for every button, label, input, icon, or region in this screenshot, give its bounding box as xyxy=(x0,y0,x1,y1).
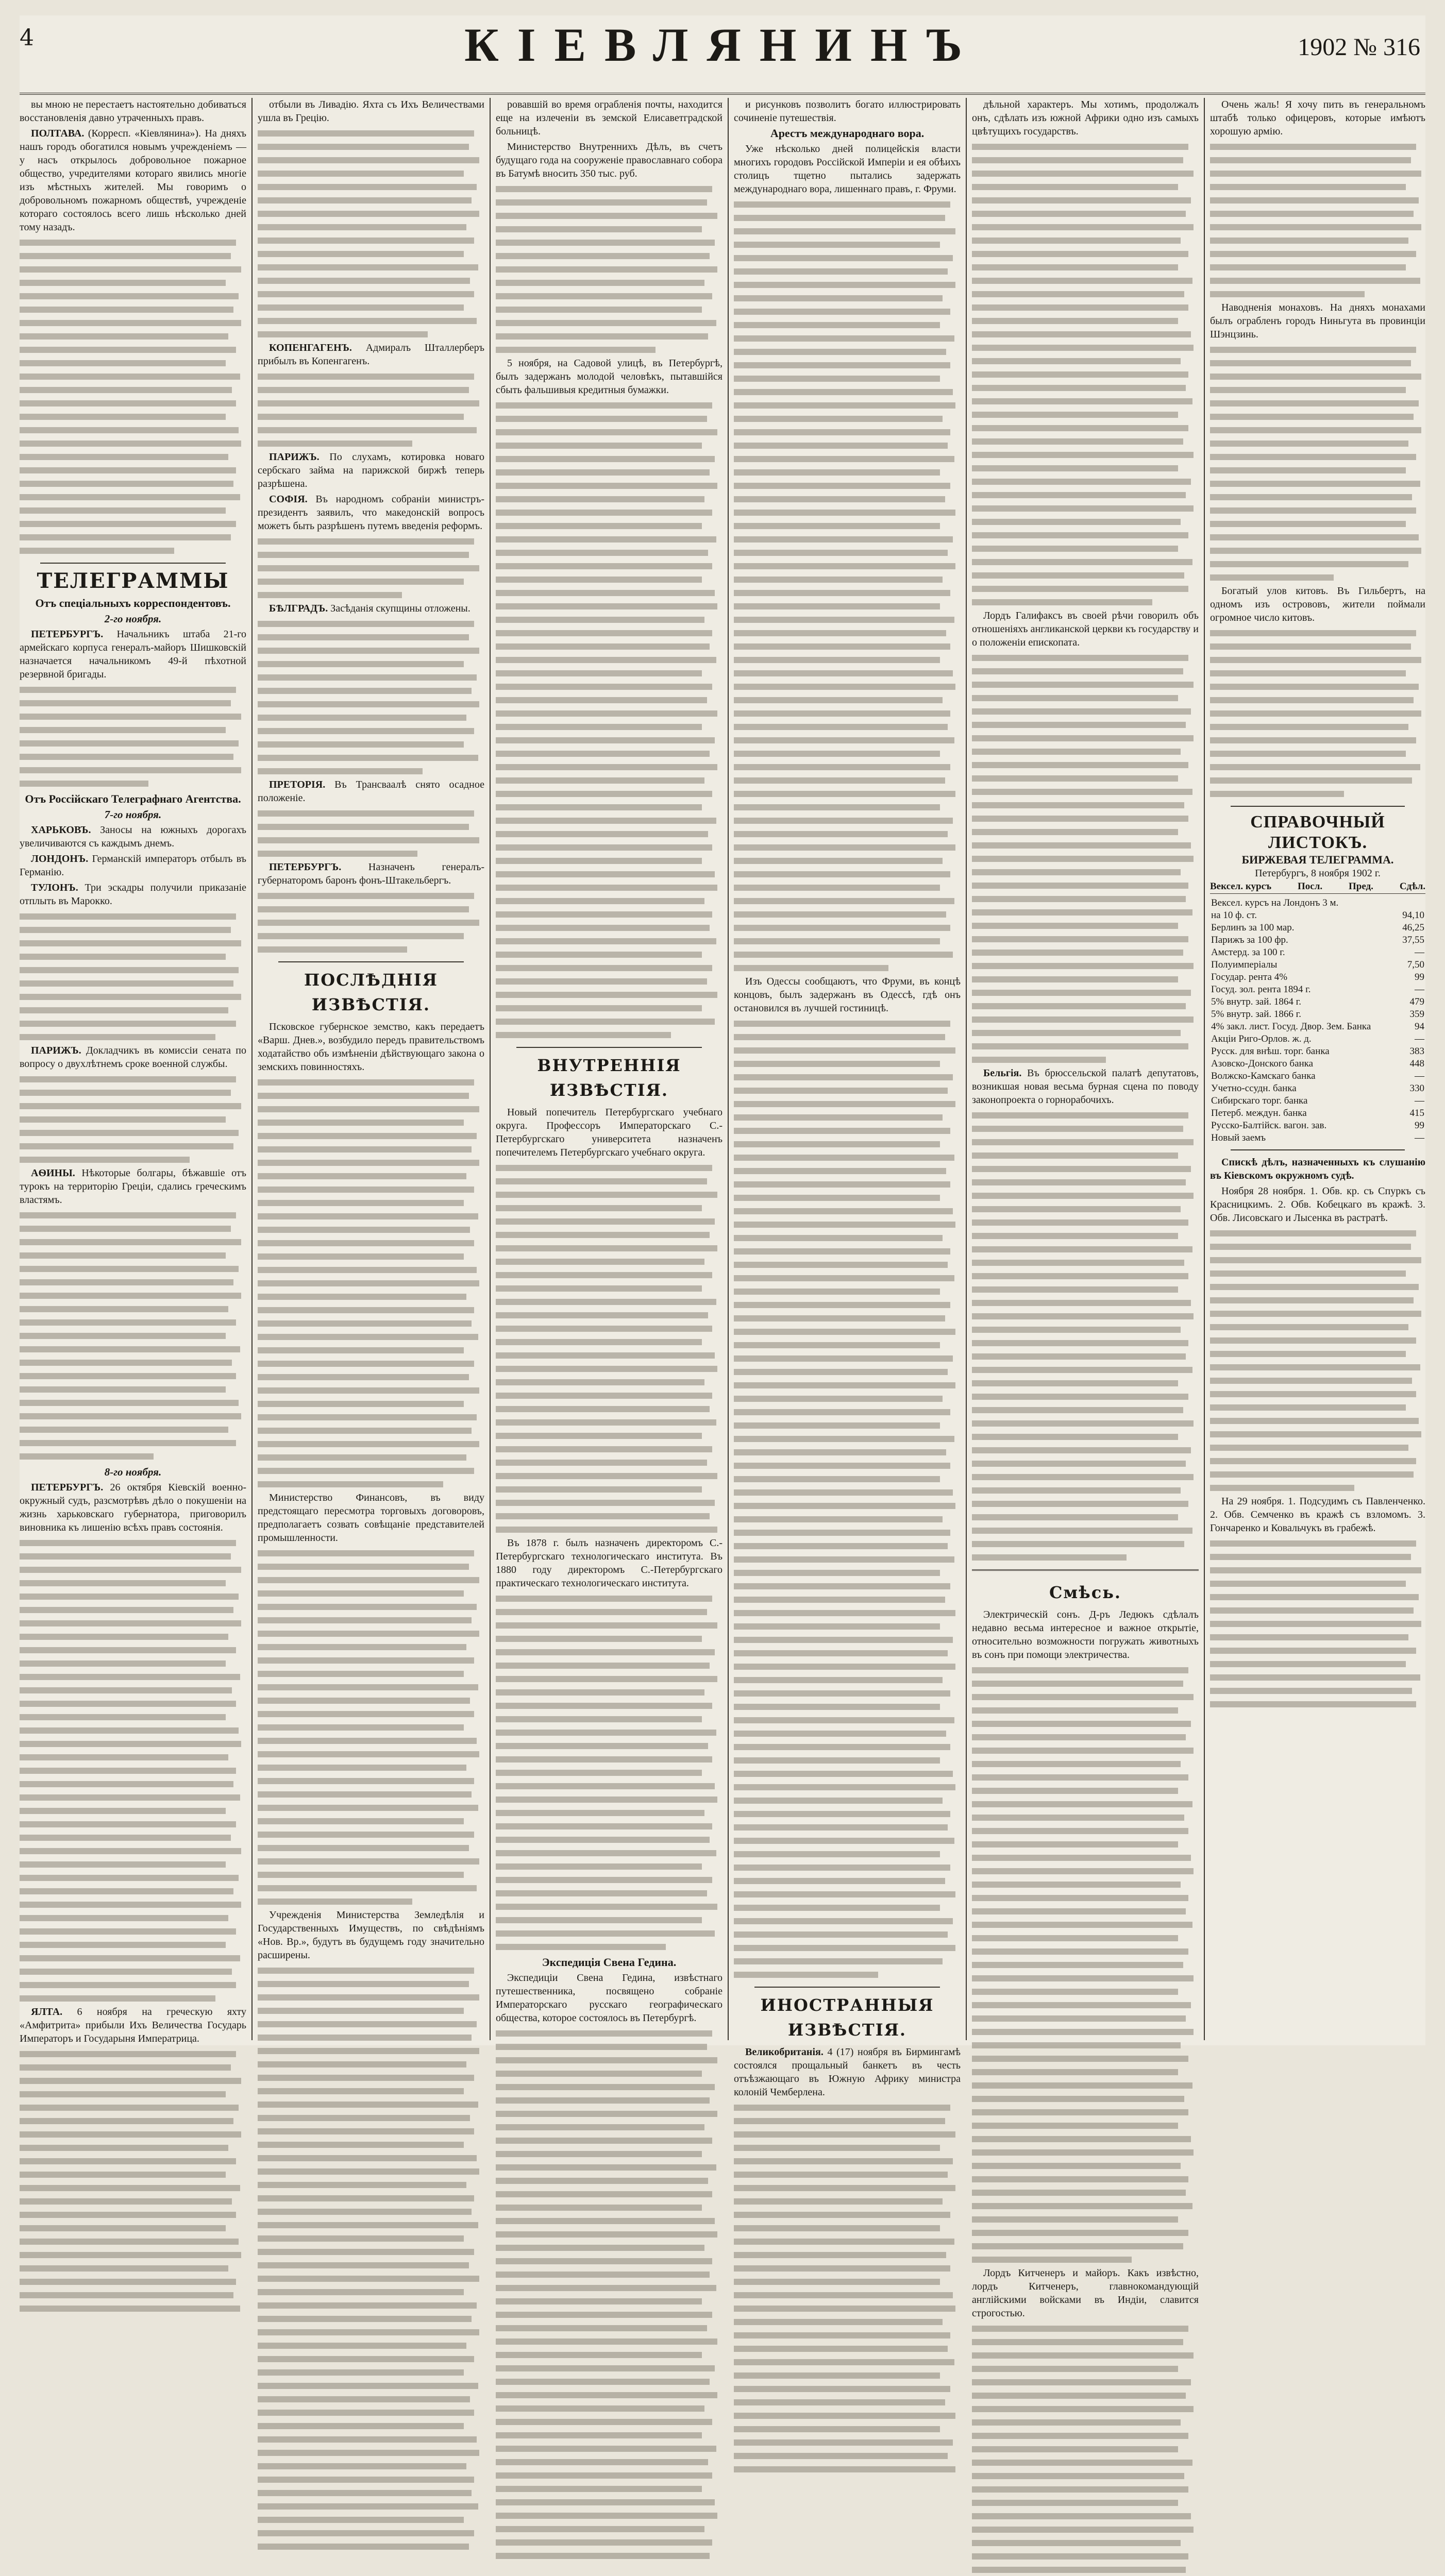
telegram-text: Нѣкоторые болгары, бѣжавшіе отъ турокъ на территорію Греціи, сдались греческимъ властямъ. xyxy=(20,1167,246,1206)
arrest-heading: Арестъ международнаго вора. xyxy=(770,127,925,140)
news-item: Лордъ Галифаксъ въ своей рѣчи говорилъ объ отношеніяхъ англиканской церкви къ государству и о положеніи епископата. xyxy=(972,610,1199,648)
telegram-place: БѢЛГРАДЪ. xyxy=(269,603,328,614)
rates-table-header xyxy=(1210,880,1425,894)
column-6 xyxy=(1210,98,1425,2040)
rate-name: 5% внутр. зай. 1866 г. xyxy=(1211,1009,1302,1020)
telegram-text: Засѣданія скупщины отложены. xyxy=(330,603,471,614)
section-divider xyxy=(1231,806,1405,807)
column-4 xyxy=(734,98,961,2098)
rate-value: 383 xyxy=(1409,1046,1424,1057)
text-block xyxy=(20,683,246,790)
text-block xyxy=(20,1536,246,2005)
continued-text: ровавшій во время ограбленія почты, находится еще на излеченіи въ земской Елисаветградской больницѣ. xyxy=(496,99,722,137)
column-1 xyxy=(20,98,247,2044)
text-block xyxy=(258,127,484,341)
text-block xyxy=(20,236,246,557)
rate-value: 415 xyxy=(1409,1108,1424,1118)
text-block xyxy=(20,910,246,1044)
text-block xyxy=(496,182,722,357)
text-block xyxy=(496,2027,722,2563)
text-block xyxy=(972,1664,1199,2266)
telegram-text: Заносы на южныхъ дорогахъ увеличиваются съ каждымъ днемъ. xyxy=(20,824,247,849)
column-5 xyxy=(972,98,1199,2319)
text-block xyxy=(734,1017,961,1981)
rate-row xyxy=(1210,1033,1425,1045)
dateline: 8-го ноября. xyxy=(104,1466,162,1478)
text-block xyxy=(972,651,1199,1066)
rate-row xyxy=(1210,922,1425,934)
text-block xyxy=(972,1109,1199,1564)
rate-name: 4% закл. лист. Госуд. Двор. Зем. Банка xyxy=(1211,1021,1371,1032)
rate-name: Учетно-ссудн. банка xyxy=(1211,1083,1297,1094)
rate-value xyxy=(1392,897,1425,909)
rate-name: на 10 ф. ст. xyxy=(1211,910,1257,921)
news-item: Министерство Внутреннихъ Дѣлъ, въ счетъ будущаго года на сооруженіе православнаго собора въ Батумѣ вносить 350 тыс. руб. xyxy=(496,141,722,179)
rate-name: Русско-Балтійск. вагон. зав. xyxy=(1211,1120,1327,1131)
rate-value: 448 xyxy=(1409,1058,1424,1069)
rate-value: 330 xyxy=(1409,1083,1424,1094)
news-item: Уже нѣсколько дней полицейскія власти многихъ городовъ Россійской Имперіи и ея обѣихъ столицъ тщетно пытались задержать международнаго вора, лишеннаго правъ, г. Фруми. xyxy=(734,143,961,195)
text-block xyxy=(496,1161,722,1536)
news-item: Изъ Одессы сообщаютъ, что Фруми, въ концѣ концовъ, былъ задержанъ въ Одессѣ, гдѣ онъ остановился въ лучшей гостиницѣ. xyxy=(734,976,961,1014)
rate-row xyxy=(1210,1107,1425,1120)
telegram-place: ЛОНДОНЪ. xyxy=(31,853,89,865)
rate-row xyxy=(1210,996,1425,1008)
text-block xyxy=(734,2101,961,2476)
text-block xyxy=(496,399,722,1042)
text-block xyxy=(258,1547,484,1908)
continued-text: Очень жаль! Я хочу пить въ генеральномъ штабѣ только офицеровъ, которые имѣютъ хорошую армію. xyxy=(1210,99,1425,137)
section-divider xyxy=(1231,1149,1405,1150)
rate-name: Парижъ за 100 фр. xyxy=(1211,935,1288,945)
mix-section xyxy=(972,1569,1199,2576)
rta-heading: Отъ Россійскаго Телеграфнаго Агентства. xyxy=(25,792,241,805)
telegram-place: ПРЕТОРІЯ. xyxy=(269,779,326,790)
column-header: Посл. xyxy=(1298,881,1323,892)
rate-name: Волжско-Камскаго банка xyxy=(1211,1071,1316,1081)
exchange-date: Петербургъ, 8 ноября 1902 г. xyxy=(1255,868,1381,879)
telegram-place: ПАРИЖЪ. xyxy=(269,451,320,463)
rate-row xyxy=(1210,1070,1425,1082)
text-block xyxy=(258,1964,484,2553)
news-item: Экспедиціи Свена Гедина, извѣстнаго путешественника, посвящено собраніе Императорскаго русскаго географическаго общества, которое состоялось въ Петербургѣ. xyxy=(496,1972,722,2024)
column-header: Вексел. курсъ xyxy=(1210,881,1272,892)
news-item: 5 ноября, на Садовой улицѣ, въ Петербургѣ, былъ задержанъ молодой человѣкъ, пытавшійся сбыть фальшивыя кредитныя бумажки. xyxy=(496,358,722,396)
telegram-place: ПЕТЕРБУРГЪ. xyxy=(31,629,104,640)
column-3 xyxy=(496,98,722,2040)
telegram-place: ХАРЬКОВЪ. xyxy=(31,824,91,836)
column-header: Сдѣл. xyxy=(1399,881,1425,892)
rate-name: 5% внутр. зай. 1864 г. xyxy=(1211,996,1302,1007)
news-item xyxy=(972,1066,1199,1107)
telegram-place: ПАРИЖЪ. xyxy=(31,1045,81,1056)
news-item: Богатый улов китовъ. Въ Гильбертъ, на одномъ изъ острововъ, жители поймали огромное число китовъ. xyxy=(1210,585,1425,623)
rate-name: Полуимперіалы xyxy=(1211,959,1278,970)
section-divider xyxy=(278,961,464,962)
rate-name: Новый заемъ xyxy=(1211,1132,1266,1143)
continued-text: дѣльной характеръ. Мы хотимъ, продолжалъ онъ, сдѣлать изъ южной Африки одно изъ самыхъ цвѣтущихъ государствъ. xyxy=(972,99,1199,137)
telegram-text: 6 ноября на греческую яхту «Амфитрита» прибыли Ихъ Величества Государь Императоръ и Государыня Императрица. xyxy=(20,2006,247,2044)
rate-name: Русск. для внѣш. торг. банка xyxy=(1211,1046,1330,1057)
rate-value: — xyxy=(1415,1033,1424,1044)
telegram-text: Три эскадры получили приказаніе отплыть въ Марокко. xyxy=(20,882,247,907)
section-divider xyxy=(40,563,226,564)
rate-value: — xyxy=(1415,1132,1424,1143)
continued-text: отбыли въ Ливадію. Яхта съ Ихъ Величествами ушла въ Грецію. xyxy=(258,99,484,124)
court-list-text: На 29 ноября. 1. Подсудимъ съ Павленченко. 2. Обв. Семченко въ кражѣ съ взломомъ. 3. Гончаренко и Ковальчукъ въ грабежѣ. xyxy=(1210,1496,1425,1534)
rate-value: 94,10 xyxy=(1402,910,1424,921)
text-block xyxy=(258,535,484,602)
text-block xyxy=(1210,1227,1425,1495)
dateline: 7-го ноября. xyxy=(104,808,162,821)
continued-text: и рисунковъ позволитъ богато иллюстрировать сочиненіе путешествія. xyxy=(734,99,961,124)
rate-row xyxy=(1210,984,1425,996)
news-item xyxy=(734,2045,961,2099)
telegram-text: Германскій императоръ отбылъ въ Германію. xyxy=(20,853,246,878)
text-block xyxy=(1210,140,1425,301)
telegram-text: Начальникъ штаба 21-го армейскаго корпуса генералъ-майоръ Шишковскій назначается начальникомъ 49-й пѣхотной резервной бригады. xyxy=(20,629,246,680)
telegram-item xyxy=(20,2005,246,2045)
news-item: Электрическій сонъ. Д-ръ Ледюкъ сдѣлалъ недавно весьма интересное и важное открытіе, относительно возможности погружать животныхъ въ сонъ при помощи электричества. xyxy=(972,1609,1199,1660)
column-rule xyxy=(728,98,729,2040)
rate-row xyxy=(1210,1120,1425,1132)
telegram-text: Въ Трансваалѣ снято осадное положеніе. xyxy=(258,779,484,804)
telegram-item xyxy=(20,852,246,879)
country-name: Бельгія. xyxy=(983,1067,1022,1079)
telegram-text: 26 октября Кіевскій военно-окружный судъ, разсмотрѣвъ дѣло о покушеніи на жизнь харьковскаго губернатора, приговорилъ виновника къ лишенію всѣхъ правъ состоянія. xyxy=(20,1482,246,1533)
column-header: Пред. xyxy=(1349,881,1373,892)
rate-value: 99 xyxy=(1415,1120,1424,1131)
rate-row xyxy=(1210,909,1425,922)
mix-heading: Смѣсь. xyxy=(1049,1583,1122,1602)
internal-news-heading: ВНУТРЕННІЯ ИЗВѢСТІЯ. xyxy=(537,1056,681,1100)
column-rule xyxy=(966,98,967,2040)
dateline: 2-го ноября. xyxy=(104,613,162,625)
telegram-text: Докладчикъ въ комиссіи сената по вопросу о двухлѣтнемъ сроке военной службы. xyxy=(20,1045,246,1070)
telegram-item xyxy=(258,602,484,615)
telegrams-subheading: Отъ спеціальныхъ корреспондентовъ. xyxy=(35,597,231,609)
text-block xyxy=(258,370,484,450)
rate-row xyxy=(1210,1021,1425,1033)
text-block xyxy=(1210,626,1425,801)
rate-value: — xyxy=(1415,1071,1424,1081)
rate-value: 359 xyxy=(1409,1009,1424,1020)
rate-name: Вексел. курсъ на Лондонъ 3 м. xyxy=(1211,897,1339,908)
rate-value: 99 xyxy=(1415,972,1424,982)
rate-row xyxy=(1210,1095,1425,1107)
rate-value: 479 xyxy=(1409,996,1424,1007)
poltava-item xyxy=(20,127,246,234)
news-item: Лордъ Китченеръ и майоръ. Какъ извѣстно, лордъ Китченеръ, главнокомандующій англійскими войсками въ Индіи, славится строгостью. xyxy=(972,2267,1199,2319)
telegram-item xyxy=(20,628,246,681)
rates-table xyxy=(1210,897,1425,1144)
rate-name: Азовско-Донского банка xyxy=(1211,1058,1314,1069)
rate-row xyxy=(1210,934,1425,946)
rate-value: — xyxy=(1415,1095,1424,1106)
telegrams-heading: ТЕЛЕГРАММЫ xyxy=(37,569,229,593)
rate-row xyxy=(1210,897,1425,909)
telegram-item xyxy=(20,823,246,850)
telegram-place: ТУЛОНЪ. xyxy=(31,882,78,893)
text-block xyxy=(1210,343,1425,584)
column-rule xyxy=(251,98,253,2040)
text-block xyxy=(972,2322,1199,2576)
rate-value: — xyxy=(1415,947,1424,958)
rate-value: 37,55 xyxy=(1402,935,1424,945)
text-block xyxy=(258,617,484,778)
news-item: Наводненія монаховъ. На дняхъ монахами былъ ограбленъ городъ Ниньгута въ провинціи Шэнцзинь. xyxy=(1210,302,1425,340)
telegram-place: ПЕТЕРБУРГЪ. xyxy=(269,861,342,873)
rate-row xyxy=(1210,1132,1425,1144)
rate-name: Госуд. зол. рента 1894 г. xyxy=(1211,984,1311,995)
telegram-item xyxy=(258,341,484,368)
telegram-item xyxy=(258,450,484,490)
telegram-place: КОПЕНГАГЕНЪ. xyxy=(269,342,352,353)
exchange-telegram-heading: БИРЖЕВАЯ ТЕЛЕГРАММА. xyxy=(1241,853,1394,866)
rate-name: Сибирскаго торг. банка xyxy=(1211,1095,1308,1106)
rate-row xyxy=(1210,1008,1425,1021)
telegram-place: АѲИНЫ. xyxy=(31,1167,75,1179)
rate-value: 7,50 xyxy=(1407,959,1424,970)
telegram-item xyxy=(258,493,484,533)
country-name: Великобританія. xyxy=(745,2046,824,2058)
text-block xyxy=(258,889,484,956)
rate-row xyxy=(1210,971,1425,984)
column-rule xyxy=(490,98,491,2040)
section-divider xyxy=(516,1047,702,1048)
reference-heading: СПРАВОЧНЫЙ ЛИСТОКЪ. xyxy=(1250,812,1385,852)
rate-row xyxy=(1210,1045,1425,1058)
news-item: Въ 1878 г. былъ назначенъ директоромъ С.-Петербургскаго технологическаго института. Въ 1880 году директоромъ С.-Петербургскаго практическаго технологическаго института. xyxy=(496,1537,722,1589)
text-block xyxy=(1210,1537,1425,1711)
rate-name: Берлинъ за 100 мар. xyxy=(1211,922,1295,933)
news-text: 4 (17) ноября въ Бирмингамѣ состоялся прощальный банкетъ въ честь отъѣзжающаго въ Южную Африку министра колоній Чемберлена. xyxy=(734,2046,961,2098)
news-item: Министерство Финансовъ, въ виду предстоящаго пересмотра торговыхъ договоровъ, предполагаетъ созвать совѣщаніе представителей промышленности. xyxy=(258,1492,484,1544)
poltava-place: ПОЛТАВА. xyxy=(31,128,85,139)
latest-news-heading: ПОСЛѢДНІЯ ИЗВѢСТІЯ. xyxy=(304,970,438,1014)
rate-value: — xyxy=(1415,984,1424,995)
telegram-place: СОФІЯ. xyxy=(269,494,308,505)
telegram-place: ЯЛТА. xyxy=(31,2006,63,2018)
news-text: Въ брюссельской палатѣ депутатовъ, возникшая новая весьма бурная сцена по поводу законопроекта о горнорабочихъ. xyxy=(972,1067,1199,1106)
lead-text: вы мною не перестаетъ настоятельно добиваться восстановленія давно утраченныхъ правъ. xyxy=(20,99,246,124)
poltava-text: На дняхъ нашъ городъ обогатился новымъ учрежденіемъ — у насъ открылось добровольное пожарное общество, учредителями котораго явились многіе изъ мѣстныхъ жителей. Мы говоримъ о добровольномъ пожарномъ обществѣ, учрежденіе котораго состоялось всего лишь нѣсколько дней тому назадъ. xyxy=(20,128,246,233)
news-item: Псковское губернское земство, какъ передаетъ «Варш. Днев.», возбудило передъ правительствомъ ходатайство объ измѣненіи дѣйствующаго закона о земскихъ повинностяхъ. xyxy=(258,1021,484,1073)
court-list-text: Ноября 28 ноября. 1. Обв. кр. съ Спуркъ съ Красницкимъ. 2. Обв. Кобецкаго въ кражѣ. 3. Обв. Лисовскаго и Лысенка въ растратѣ. xyxy=(1210,1185,1425,1224)
poltava-source: (Корресп. «Кіевлянина»). xyxy=(88,128,201,139)
telegram-item xyxy=(20,881,246,908)
rate-name: Акціи Риго-Орлов. ж. д. xyxy=(1211,1033,1312,1044)
text-block xyxy=(258,807,484,860)
telegram-item xyxy=(258,778,484,805)
page-number: 4 xyxy=(20,25,34,51)
telegram-text: Назначенъ генералъ-губернаторомъ баронъ фонъ-Штакельбергъ. xyxy=(258,861,484,886)
columns-area xyxy=(20,98,1425,2319)
text-block xyxy=(972,140,1199,609)
newspaper-title: КІЕВЛЯНИНЪ xyxy=(464,19,981,71)
rate-value: 46,25 xyxy=(1402,922,1424,933)
foreign-news-heading: ИНОСТРАННЫЯ ИЗВѢСТІЯ. xyxy=(760,1995,934,2040)
text-block xyxy=(20,1209,246,1463)
text-block xyxy=(258,1076,484,1491)
column-2 xyxy=(258,98,484,2040)
telegram-text: По слухамъ, котировка новаго сербскаго займа на парижской биржѣ теперь разрѣшена. xyxy=(258,451,484,489)
column-rule xyxy=(1204,98,1205,2040)
newspaper-page xyxy=(20,15,1425,2319)
telegram-text: Адмиралъ Шталлерберъ прибылъ въ Копенгагенъ. xyxy=(258,342,484,367)
expedition-heading: Экспедиція Свена Гедина. xyxy=(542,1956,677,1969)
rate-name: Петерб. междун. банка xyxy=(1211,1108,1307,1118)
news-item: Учрежденія Министерства Земледѣлія и Государственныхъ Имуществъ, по свѣдѣніямъ «Нов. Вр.», будутъ въ будущемъ году значительно расширены. xyxy=(258,1909,484,1961)
rate-row xyxy=(1210,1082,1425,1095)
rate-row xyxy=(1210,959,1425,971)
court-list-heading: Спискѣ дѣлъ, назначенныхъ къ слушанію въ Кіевскомъ окружномъ судѣ. xyxy=(1210,1157,1425,1181)
telegram-item xyxy=(20,1481,246,1534)
text-block xyxy=(496,1592,722,1954)
telegram-item xyxy=(20,1044,246,1071)
rate-name: Амстерд. за 100 г. xyxy=(1211,947,1285,958)
rate-row xyxy=(1210,1058,1425,1070)
text-block xyxy=(20,1073,246,1166)
telegram-item xyxy=(20,1166,246,1207)
rate-value: 94 xyxy=(1415,1021,1424,1032)
masthead-bar xyxy=(20,15,1425,95)
text-block xyxy=(734,198,961,975)
rate-name: Государ. рента 4% xyxy=(1211,972,1288,982)
telegram-item xyxy=(258,860,484,887)
issue-number: 1902 № 316 xyxy=(1298,33,1420,61)
text-block xyxy=(20,2047,246,2315)
rate-row xyxy=(1210,946,1425,959)
telegram-place: ПЕТЕРБУРГЪ. xyxy=(31,1482,104,1493)
section-divider xyxy=(754,1987,940,1988)
news-item: Новый попечитель Петербургскаго учебнаго округа. Профессоръ Императорскаго С.-Петербургскаго университета назначенъ попечителемъ Петербургскаго учебнаго округа. xyxy=(496,1107,722,1158)
telegram-text: Въ народномъ собраніи министръ-президентъ заявилъ, что македонскій вопросъ можетъ быть разрѣшенъ путемъ введенія реформъ. xyxy=(258,494,485,532)
